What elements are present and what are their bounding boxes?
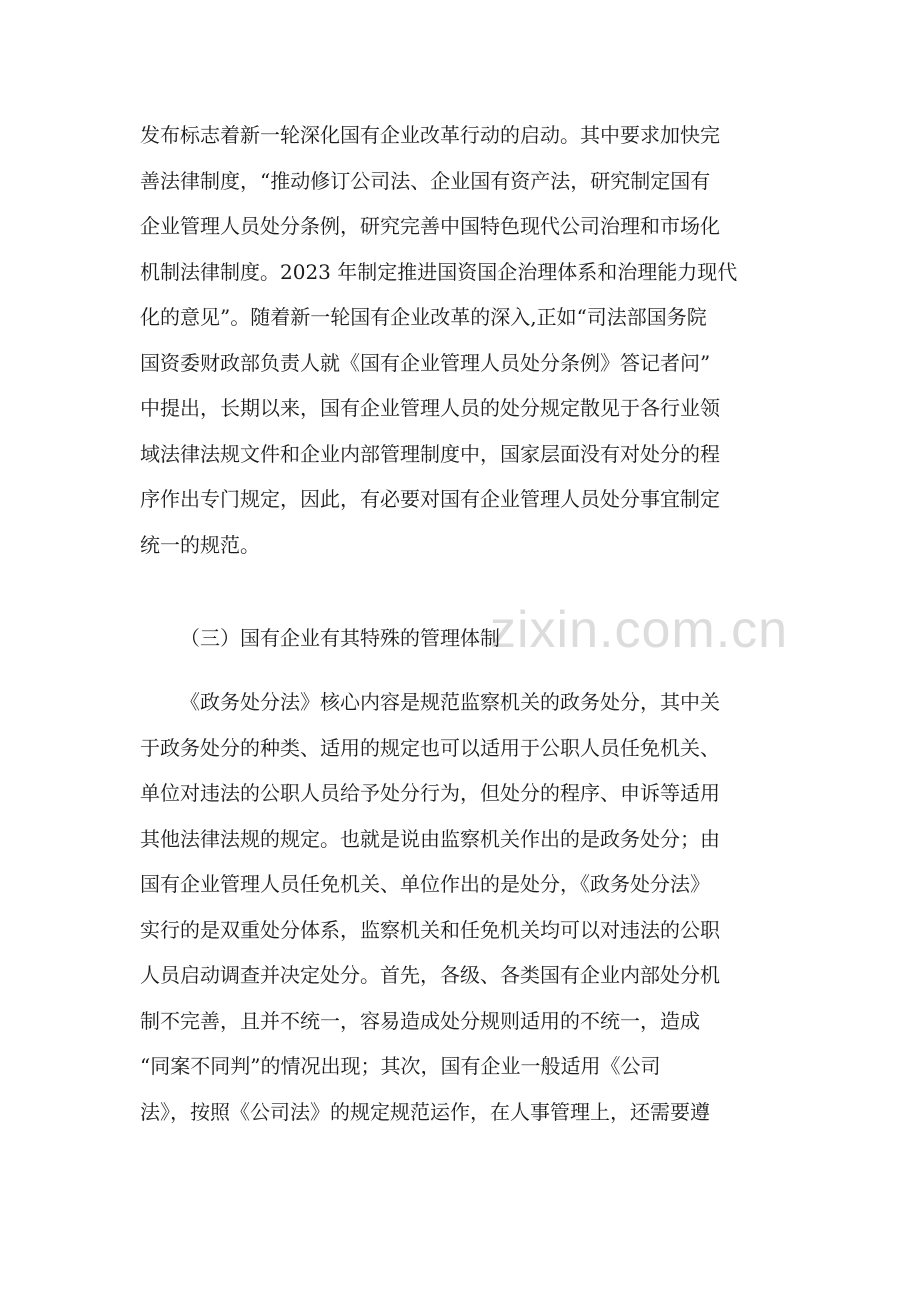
- text-line: 于政务处分的种类、适用的规定也可以适用于公职人员任免机关、: [140, 735, 720, 760]
- text-line: 单位对违法的公职人员给予处分行为，但处分的程序、申诉等适用: [140, 781, 720, 805]
- text-line: 发布标志着新一轮深化国有企业改革行动的启动。其中要求加快完: [140, 123, 720, 147]
- text-line: 化的意见”。随着新一轮国有企业改革的深入,正如“司法部国务院: [140, 305, 707, 329]
- text-line: 人员启动调查并决定处分。首先，各级、各类国有企业内部处分机: [140, 963, 720, 987]
- watermark: zixin.com.cn: [490, 601, 789, 659]
- text-line: 统一的规范。: [140, 532, 260, 557]
- text-line: 域法律法规文件和企业内部管理制度中，国家层面没有对处分的程: [140, 441, 720, 466]
- section-heading-wrapper: [140, 616, 790, 662]
- text-line: 制不完善，且并不统一，容易造成处分规则适用的不统一，造成: [140, 1008, 700, 1033]
- text-line: 法》，按照《公司法》的规定规范运作，在人事管理上，还需要遵: [140, 1099, 710, 1124]
- paragraph-2: [140, 680, 790, 1135]
- text-line: 国资委财政部负责人就《国有企业管理人员处分条例》答记者问”: [140, 350, 711, 375]
- text-line: 其他法律法规的规定。也就是说由监察机关作出的是政务处分；由: [140, 826, 720, 851]
- text-line: 机制法律制度。2023 年制定推进国资国企治理体系和治理能力现代: [140, 259, 738, 284]
- text-line: 实行的是双重处分体系，监察机关和任免机关均可以对违法的公职: [140, 917, 720, 942]
- text-line: 善法律制度，“推动修订公司法、企业国有资产法，研究制定国有: [140, 168, 711, 193]
- text-line: 《政务处分法》核心内容是规范监察机关的政务处分，其中关: [180, 690, 720, 714]
- text-line: 企业管理人员处分条例，研究完善中国特色现代公司治理和市场化: [140, 214, 720, 238]
- text-line: 中提出，长期以来，国有企业管理人员的处分规定散见于各行业领: [140, 396, 720, 420]
- text-line: 国有企业管理人员任免机关、单位作出的是处分，《政务处分法》: [140, 872, 710, 896]
- text-line: “同案不同判”的情况出现；其次，国有企业一般适用《公司: [140, 1054, 661, 1078]
- text-line: 序作出专门规定，因此，有必要对国有企业管理人员处分事宜制定: [140, 487, 720, 511]
- section-heading: （三）国有企业有其特殊的管理体制: [180, 626, 500, 650]
- paragraph-1: [140, 113, 790, 568]
